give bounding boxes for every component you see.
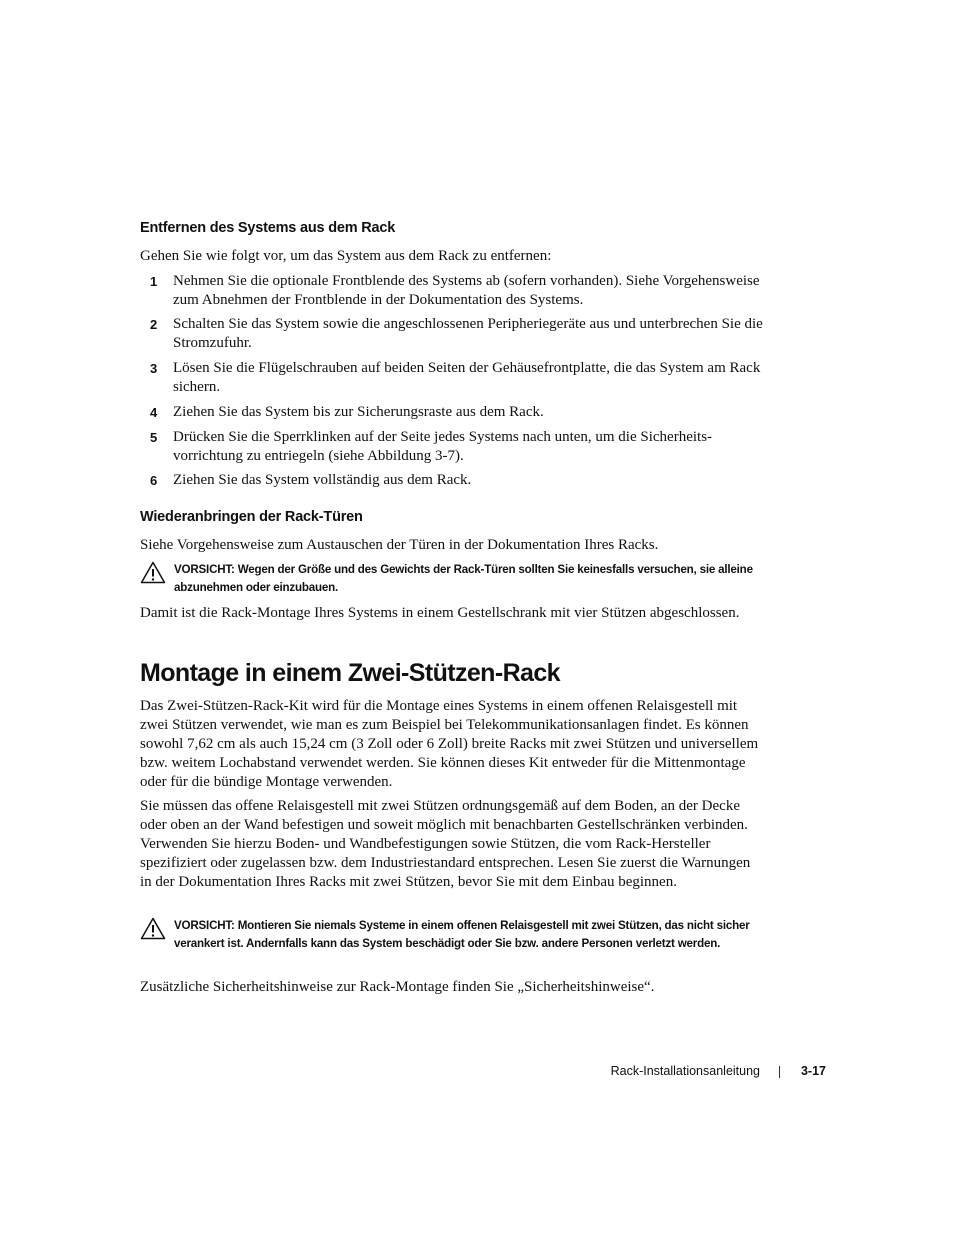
step-text: Drücken Sie die Sperrklinken auf der Seite jedes Systems nach unten, um die Sicherheits-vorrichtung zu entriegeln (siehe Abbildung 3-7). <box>173 429 713 464</box>
caution-label: VORSICHT: <box>174 919 235 932</box>
list-item <box>140 359 760 397</box>
step-number: 5 <box>150 430 158 445</box>
list-item <box>140 403 760 422</box>
caution-text: Wegen der Größe und des Gewichts der Rack-Türen sollten Sie keinesfalls versuchen, sie alleine abzunehmen oder einzubauen. <box>174 563 753 594</box>
step-text: Nehmen Sie die optionale Frontblende des Systems ab (sofern vorhanden). Siehe Vorgehensweise zum Abnehmen der Frontblende in der Dokumentation des Systems. <box>173 273 760 308</box>
footer-separator <box>779 1066 780 1078</box>
list-item <box>140 315 763 353</box>
step-text: Ziehen Sie das System bis zur Sicherungsraste aus dem Rack. <box>173 404 544 420</box>
section-heading-doors: Wiederanbringen der Rack-Türen <box>140 509 363 525</box>
step-number: 2 <box>150 317 158 332</box>
list-item <box>140 428 760 466</box>
doors-text: Siehe Vorgehensweise zum Austauschen der Türen in der Dokumentation Ihres Racks. <box>140 537 659 553</box>
paragraph: Sie müssen das offene Relaisgestell mit zwei Stützen ordnungsgemäß auf dem Boden, an der Decke oder oben an der Wand befestigen und soweit möglich mit benachbarten Gestellschränken verbinden. Verwenden Sie hierzu Boden- und Wandbefestigungen sowie Stützen, die vom Rack-Hersteller spezifiziert oder zugelassen bzw. dem Industriestandard entsprechen. Lesen Sie zuerst die Warnungen in der Dokumentation Ihres Racks mit zwei Stützen, bevor Sie mit dem Einbau beginnen. <box>140 798 751 890</box>
warning-triangle-icon <box>140 561 166 584</box>
page-number: 3-17 <box>800 1064 826 1078</box>
caution-text: Montieren Sie niemals Systeme in einem offenen Relaisgestell mit zwei Stützen, das nicht sicher verankert ist. Andernfalls kann das System beschädigt oder Sie bzw. andere Personen verletzt werden. <box>174 919 750 950</box>
list-item <box>140 272 760 310</box>
paragraph: Zusätzliche Sicherheitshinweise zur Rack-Montage finden Sie „Sicherheitshinweise“. <box>140 979 655 995</box>
page-title: Montage in einem Zwei-Stützen-Rack <box>140 659 560 687</box>
footer-title: Rack-Installationsanleitung <box>610 1064 760 1078</box>
warning-triangle-icon <box>140 917 166 940</box>
caution-label: VORSICHT: <box>174 563 235 576</box>
caution-notice <box>140 561 770 596</box>
caution-notice <box>140 917 770 952</box>
list-item <box>140 471 760 490</box>
section-heading-remove-system: Entfernen des Systems aus dem Rack <box>140 220 396 236</box>
step-text: Ziehen Sie das System vollständig aus dem Rack. <box>173 472 472 488</box>
step-number: 6 <box>150 473 158 488</box>
closing-text: Damit ist die Rack-Montage Ihres Systems in einem Gestellschrank mit vier Stützen abgeschlossen. <box>140 605 740 621</box>
section-intro: Gehen Sie wie folgt vor, um das System aus dem Rack zu entfernen: <box>140 248 552 264</box>
step-text: Lösen Sie die Flügelschrauben auf beiden Seiten der Gehäusefrontplatte, die das System am Rack sichern. <box>173 360 761 395</box>
step-number: 3 <box>150 361 158 376</box>
step-number: 1 <box>150 274 158 289</box>
paragraph: Das Zwei-Stützen-Rack-Kit wird für die Montage eines Systems in einem offenen Relaisgestell mit zwei Stützen verwendet, wie man es zum Beispiel bei Telekommunikationsanlagen findet. Es können sowohl 7,62 cm als auch 15,24 cm (3 Zoll oder 6 Zoll) breite Racks mit zwei Stützen und universellem bzw. weitem Lochabstand verwendet werden. Sie können dieses Kit entweder für die Mittenmontage oder für die bündige Montage verwenden. <box>140 698 759 790</box>
step-number: 4 <box>150 405 158 420</box>
step-text: Schalten Sie das System sowie die angeschlossenen Peripheriegeräte aus und unterbrechen Sie die Stromzufuhr. <box>173 316 763 351</box>
